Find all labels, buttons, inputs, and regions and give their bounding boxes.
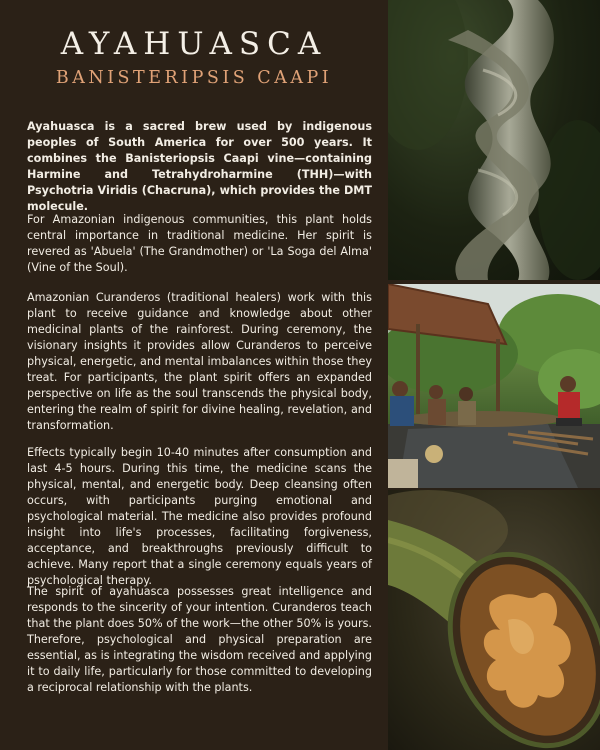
page-title: AYAHUASCA bbox=[60, 26, 328, 62]
twisted-vine-image bbox=[388, 0, 600, 280]
body-paragraph: Effects typically begin 10-40 minutes after consumption and last 4-5 hours. During this time, the medicine scans the physical, mental, and energetic body. Deep cleansing often occurs, with participants purging emotional and psychological material. The medicine also provides profound insight into life's processes, facilitating forgiveness, acceptance, and breakthroughs previously difficult to achieve. Many report that a single ceremony equals years of psychological therapy. bbox=[27, 446, 372, 587]
ceremony-shelter-image bbox=[388, 284, 600, 488]
vine-photo bbox=[388, 0, 600, 280]
intro-paragraph: Ayahuasca is a sacred brew used by indigenous peoples of South America for over 500 years. It combines the Banisteriopsis Caapi vine—containing Harmine and Tetrahydroharmine (THH)—with Psychotria Viridis (Chacruna), which provides the DMT molecule. bbox=[27, 120, 372, 213]
body-paragraph: Amazonian Curanderos (traditional healers) work with this plant to receive guidance and knowledge about other medicinal plants of the rainforest. During ceremony, the visionary insights it provides allow Curanderos to perceive physical, energetic, and mental imbalances within those they treat. For participants, the plant spirit offers an expanded perspective on life as the soul transcends the physical body, entering the realm of spirit for divine healing, revelation, and transformation. bbox=[27, 291, 372, 432]
body-paragraph: The spirit of ayahuasca possesses great intelligence and responds to the sincerity of your intention. Curanderos teach that the plant does 50% of the work—the other 50% is yours. Therefore, psychological and physical preparation are essential, as is integrating the wisdom received and applying it to daily life, particularly for those committed to developing a reciprocal relationship with the plants. bbox=[27, 585, 372, 694]
shelter-photo bbox=[388, 284, 600, 488]
cut-vine-image bbox=[388, 490, 600, 750]
vine-cross-section-photo bbox=[388, 490, 600, 750]
body-paragraph: For Amazonian indigenous communities, this plant holds central importance in traditional medicine. Her spirit is revered as 'Abuela' (The Grandmother) or 'La Soga del Alma' (Vine of the Soul). bbox=[27, 213, 372, 274]
page-subtitle: BANISTERIPSIS CAAPI bbox=[55, 68, 333, 88]
